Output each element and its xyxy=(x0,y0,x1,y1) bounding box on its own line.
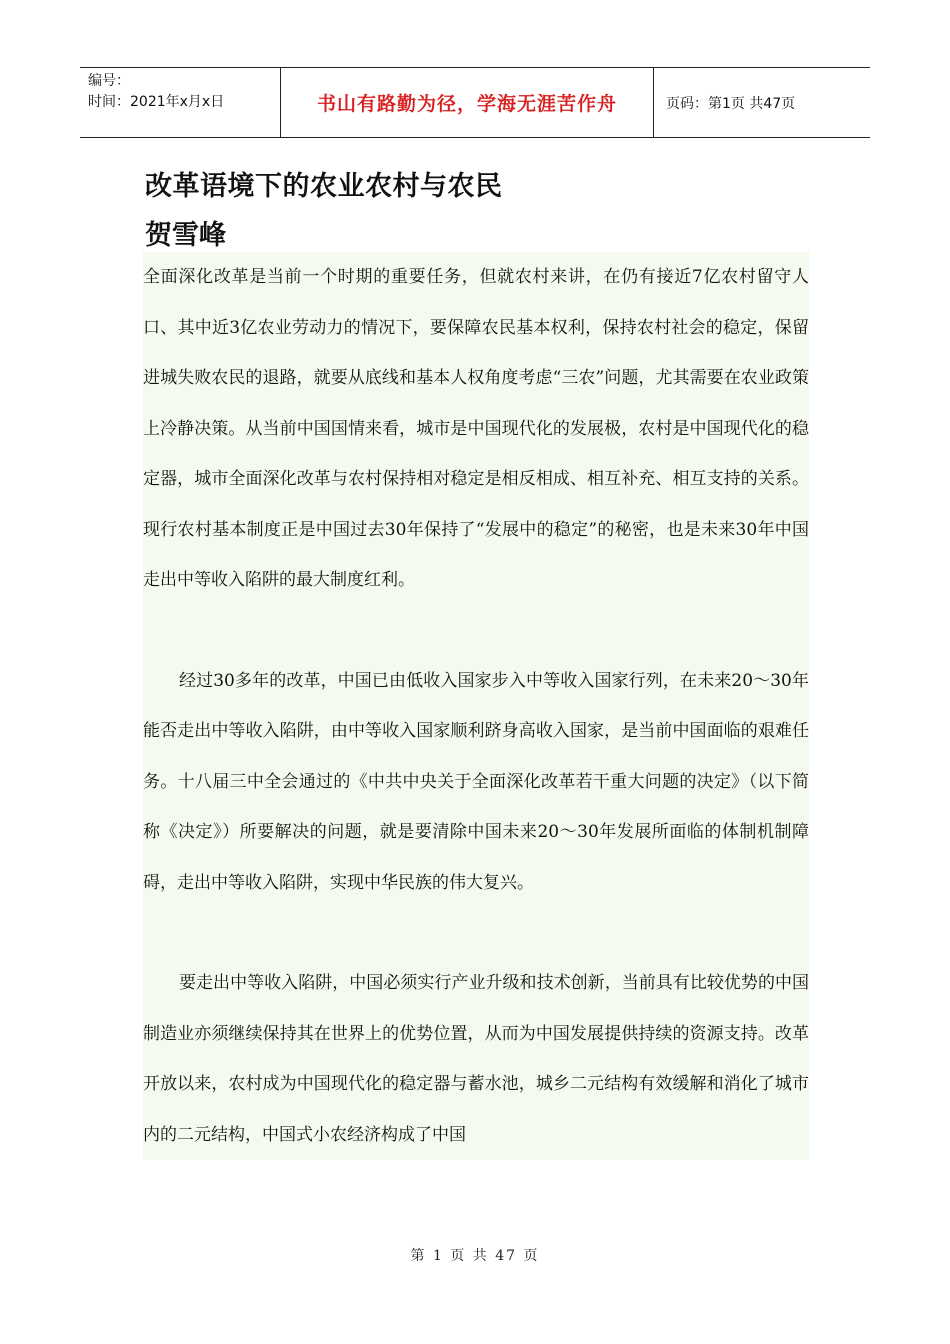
paragraph-1: 全面深化改革是当前一个时期的重要任务，但就农村来讲，在仍有接近7亿农村留守人口、其中近3亿农业劳动力的情况下，要保障农民基本权利，保持农村社会的稳定，保留进城失败农民的退路，就要从底线和基本人权角度考虑“三农”问题，尤其需要在农业政策上冷静决策。从当前中国国情来看，城市是中国现代化的发展极，农村是中国现代化的稳定器，城市全面深化改革与农村保持相对稳定是相反相成、相互补充、相互支持的关系。现行农村基本制度正是中国过去30年保持了“发展中的稳定”的秘密，也是未来30年中国走出中等收入陷阱的最大制度红利。 xyxy=(143,267,809,590)
paragraph-gap xyxy=(143,908,809,958)
header-page-info: 页码：第1页 共47页 xyxy=(666,95,796,112)
paragraph-2: 经过30多年的改革，中国已由低收入国家步入中等收入国家行列，在未来20～30年能否走出中等收入陷阱，由中等收入国家顺利跻身高收入国家，是当前中国面临的艰难任务。十八届三中全会通过的《中共中央关于全面深化改革若干重大问题的决定》（以下简称《决定》）所要解决的问题，就是要清除中国未来20～30年发展所面临的体制机制障碍，走出中等收入陷阱，实现中华民族的伟大复兴。 xyxy=(143,670,809,893)
article-author: 贺雪峰 xyxy=(145,220,226,251)
article-body xyxy=(143,252,809,1160)
document-number-label: 编号： xyxy=(88,73,130,89)
document-header-table xyxy=(80,67,870,138)
paragraph-3: 要走出中等收入陷阱，中国必须实行产业升级和技术创新，当前具有比较优势的中国制造业亦须继续保持其在世界上的优势位置，从而为中国发展提供持续的资源支持。改革开放以来，农村成为中国现代化的稳定器与蓄水池，城乡二元结构有效缓解和消化了城市内的二元结构，中国式小农经济构成了中国 xyxy=(143,973,809,1145)
document-time-label: 时间：2021年x月x日 xyxy=(88,94,225,110)
paragraph-gap xyxy=(143,606,809,656)
header-motto: 书山有路勤为径，学海无涯苦作舟 xyxy=(280,68,654,137)
header-meta-cell xyxy=(80,68,280,137)
page-footer: 第 1 页 共 47 页 xyxy=(410,1248,540,1264)
article-title: 改革语境下的农业农村与农民 xyxy=(145,171,503,202)
